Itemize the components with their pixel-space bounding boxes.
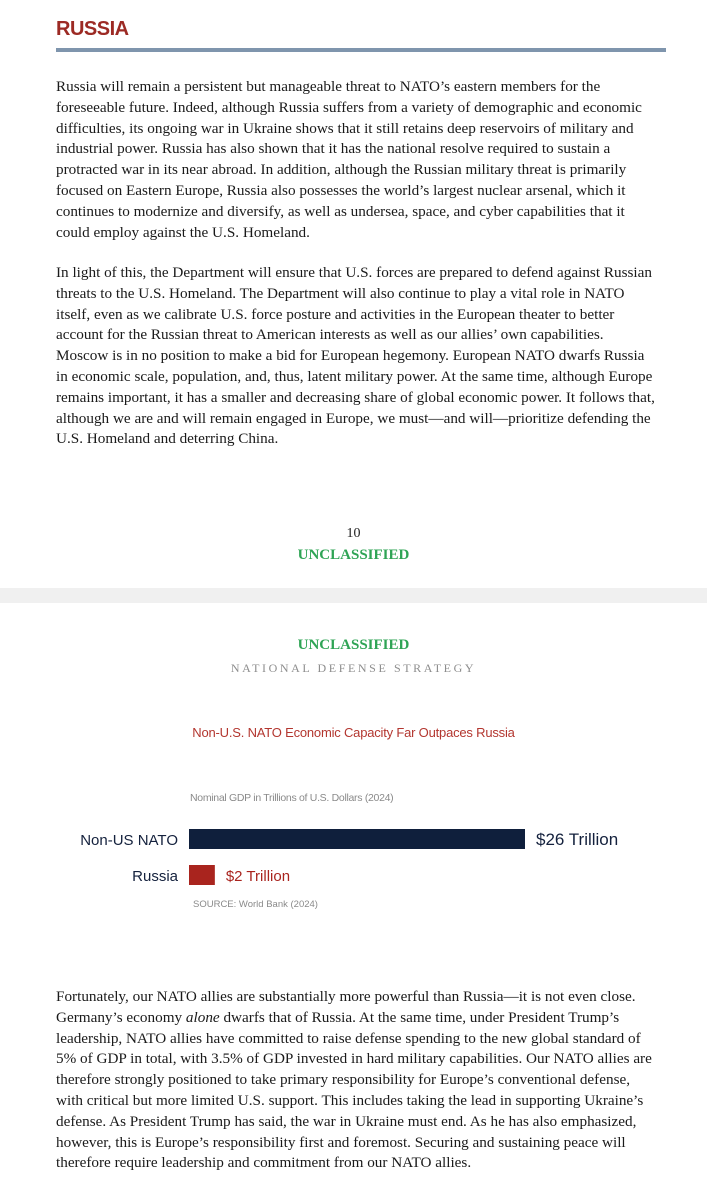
- category-label-1: Russia: [132, 868, 178, 885]
- value-label-0: $26 Trillion: [536, 830, 619, 849]
- heading-rule: [56, 48, 666, 52]
- paragraph-text-end: dwarfs that of Russia. At the same time, under President Trump’s leadership, NATO allies have committed to raise defense spending to the new global standard of 5% of GDP in total, with 3.5% of GDP invested in hard military capabilities. Our NATO allies are therefore strongly positioned to take primary responsibility for Europe’s conventional defense, with critical but more limited U.S. support. This includes taking the lead in supporting Ukraine’s defense. As President Trump has said, the war in Ukraine must end. As he has also emphasized, however, this is Europe’s responsibility first and foremost. Securing and sustaining peace will therefore require leadership and commitment from our NATO allies.: [56, 1008, 652, 1172]
- chart-source: SOURCE: World Bank (2024): [193, 899, 318, 910]
- page-number: 10: [346, 526, 361, 541]
- paragraph-nato-allies: [56, 987, 658, 1174]
- chart-title: Non-U.S. NATO Economic Capacity Far Outpaces Russia: [192, 725, 515, 740]
- paragraph-emphasis: alone: [185, 1008, 220, 1026]
- paragraph-text-start: Fortunately, our NATO allies are substantially more powerful than Russia—it is not even close. Germany’s economy: [56, 988, 636, 1026]
- paragraph-department-response: In light of this, the Department will ensure that U.S. forces are prepared to defend against Russian threats to the U.S. Homeland. The Department will also continue to play a vital role in NATO itself, even as we calibrate U.S. force posture and activities in the European theater to better account for the Russian threat to American interests as well as our allies’ own capabilities. Moscow is in no position to make a bid for European hegemony. European NATO dwarfs Russia in economic scale, population, and, thus, latent military power. At the same time, although Europe remains important, it has a smaller and decreasing share of global economic power. It follows that, although we are and will remain engaged in Europe, we must—and will—prioritize defending the U.S. Homeland and deterring China.: [56, 264, 655, 448]
- classification-footer: UNCLASSIFIED: [297, 547, 410, 563]
- document-header: NATIONAL DEFENSE STRATEGY: [230, 661, 477, 675]
- bar-1: [189, 865, 215, 885]
- category-label-0: Non-US NATO: [80, 832, 178, 849]
- paragraph-russia-threat: Russia will remain a persistent but manageable threat to NATO’s eastern members for the foreseeable future. Indeed, although Russia suffers from a variety of demographic and economic difficulties, its ongoing war in Ukraine shows that it still retains deep reservoirs of military and industrial power. Russia has also shown that it has the national resolve required to sustain a protracted war in its near abroad. In addition, although the Russian military threat is primarily focused on Eastern Europe, Russia also possesses the world’s largest nuclear arsenal, which it continues to modernize and diversify, as well as undersea, space, and cyber capabilities that it could employ against the U.S. Homeland.: [56, 78, 642, 241]
- classification-header: UNCLASSIFIED: [297, 637, 410, 653]
- chart-subtitle: Nominal GDP in Trillions of U.S. Dollars (2024): [190, 792, 394, 804]
- page-11: [0, 603, 707, 1200]
- page-10: [0, 0, 707, 588]
- value-label-1: $2 Trillion: [225, 868, 291, 885]
- gdp-bar-chart: [0, 803, 707, 893]
- section-title: RUSSIA: [56, 18, 129, 40]
- bar-0: [189, 829, 525, 849]
